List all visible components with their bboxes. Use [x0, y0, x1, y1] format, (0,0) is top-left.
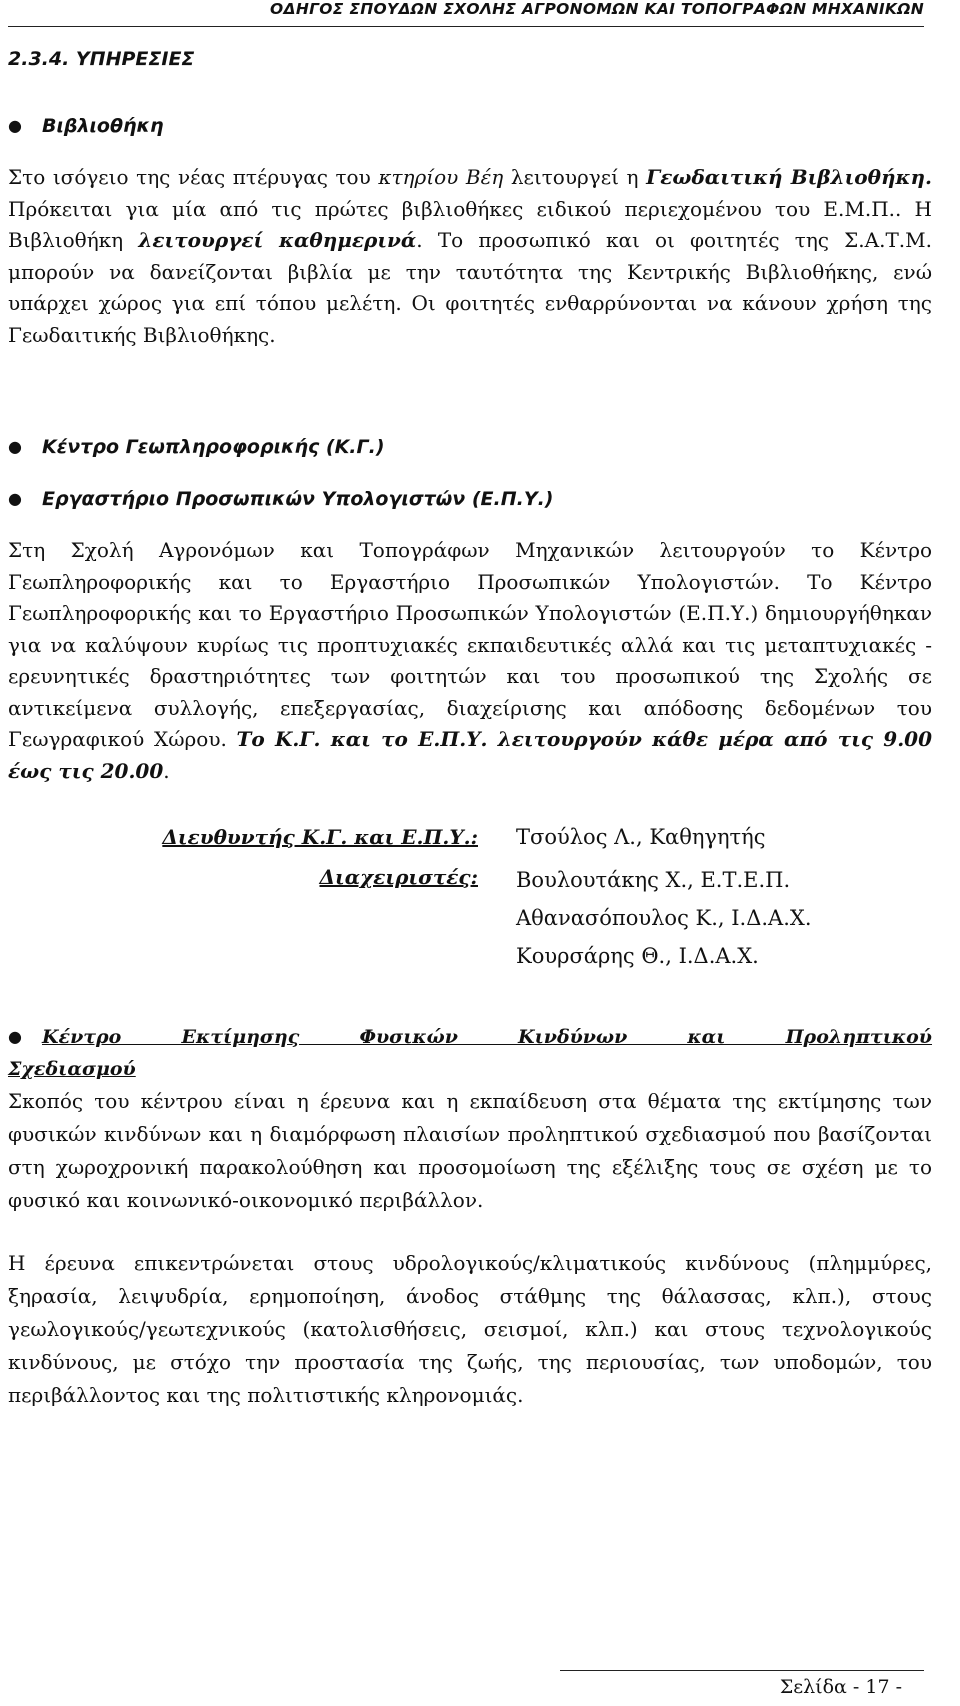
- admin-name-3: Κουρσάρης Θ., Ι.Δ.Α.Χ.: [516, 944, 759, 968]
- bullet-geoinformatics-center: [8, 431, 932, 463]
- geoinfo-period: .: [163, 758, 170, 783]
- bullet-dot-icon: ●: [8, 1027, 22, 1046]
- page-content: [8, 44, 932, 1412]
- bullet-dot-icon: ●: [8, 489, 22, 508]
- library-text-3: Πρόκειται για μία από τις πρώτες βιβλιοθήκες ειδικού περιεχομένου του Ε.Μ.Π.. Η Βιβλιοθήκη: [8, 196, 932, 252]
- running-header: [8, 0, 924, 27]
- library-text-4: . Το προσωπικό και οι φοιτητές της Σ.Α.Τ.Μ. μπορούν να δανείζονται βιβλία με την ταυτότητα της Κεντρικής Βιβλιοθήκης, ενώ υπάρχει χώρος για επί τόπου μελέτη. Οι φοιτητές ενθαρρύνονται να κάνουν χρήση της Γεωδαιτικής Βιβλιοθήκης.: [8, 228, 933, 347]
- footer-divider: [560, 1670, 924, 1671]
- bullet-hazards-center: [8, 1021, 932, 1085]
- geoinfo-paragraph: [8, 535, 932, 787]
- admin-name-2: Αθανασόπουλος Κ., Ι.Δ.Α.Χ.: [516, 906, 812, 930]
- bullet-pc-lab: [8, 483, 932, 515]
- hazards-paragraph-1: Σκοπός του κέντρου είναι η έρευνα και η εκπαίδευση στα θέματα της εκτίμησης των φυσικών κινδύνων και η διαμόρφωση πλαισίων προληπτικού σχεδιασμού που βασίζονται στη χωροχρονική παρακολούθηση και προσομοίωση της εξέλιξης τους σε σχέση με το φυσικό και κοινωνικό-οικονομικό περιβάλλον.: [8, 1089, 932, 1212]
- library-building-name: κτηρίου Βέη: [378, 165, 504, 189]
- library-hours: λειτουργεί καθημερινά: [138, 228, 417, 252]
- bullet-dot-icon: ●: [8, 437, 22, 456]
- library-text-2: λειτουργεί η: [503, 165, 647, 189]
- admin-name-1: Βουλουτάκης Χ., Ε.Τ.Ε.Π.: [516, 868, 791, 892]
- page-number: Σελίδα - 17 -: [779, 1676, 902, 1698]
- geoinfo-text: Στη Σχολή Αγρονόμων και Τοπογράφων Μηχανικών λειτουργούν το Κέντρο Γεωπληροφορικής και το Εργαστήριο Προσωπικών Υπολογιστών. Το Κέντρο Γεωπληροφορικής και το Εργαστήριο Προσωπικών Υπολογιστών (Ε.Π.Υ.) δημιουργήθηκαν για να καλύψουν κυρίως τις προπτυχιακές εκπαιδευτικές αλλά και τις μεταπτυχιακές - ερευνητικές δραστηριότητες των φοιτητών και του προσωπικού της Σχολής σε αντικείμενα συλλογής, επεξεργασίας, διαχείρισης και απόδοσης δεδομένων του Γεωγραφικού Χώρου.: [8, 538, 932, 751]
- running-header-title: ΟΔΗΓΟΣ ΣΠΟΥΔΩΝ ΣΧΟΛΗΣ ΑΓΡΟΝΟΜΩΝ ΚΑΙ ΤΟΠΟΓΡΑΦΩΝ ΜΗΧΑΝΙΚΩΝ: [270, 0, 924, 18]
- admin-label: Διαχειριστές:: [319, 865, 478, 889]
- bullet-pc-lab-label: Εργαστήριο Προσωπικών Υπολογιστών (Ε.Π.Υ.): [42, 488, 554, 510]
- library-text-1: Στο ισόγειο της νέας πτέρυγας του: [8, 165, 379, 189]
- library-paragraph: [8, 162, 932, 351]
- director-label: Διευθυντής Κ.Γ. και Ε.Π.Υ.:: [162, 825, 478, 849]
- hazards-paragraph-2: Η έρευνα επικεντρώνεται στους υδρολογικούς/κλιματικούς κινδύνους (πλημμύρες, ξηρασία, λειψυδρία, ερημοποίηση, άνοδος στάθμης της θάλασσας, κλπ.), στους γεωλογικούς/γεωτεχνικούς (κατολισθήσεις, σεισμοί, κλπ.) και στους τεχνολογικούς κινδύνους, με στόχο την προστασία της ζωής, της περιουσίας, των υποδομών, του περιβάλλοντος και της πολιτιστικής κληρονομιάς.: [8, 1251, 932, 1407]
- staff-list: [8, 825, 932, 1025]
- bullet-library: [8, 110, 932, 142]
- bullet-hazards-line-2: Σχεδιασμού: [8, 1058, 136, 1080]
- bullet-library-label: Βιβλιοθήκη: [42, 115, 164, 137]
- bullet-dot-icon: ●: [8, 116, 22, 135]
- geoinfo-hours: Το Κ.Γ. και το Ε.Π.Υ. λειτουργούν κάθε μέρα από τις 9.00 έως τις 20.00: [8, 727, 932, 783]
- director-name: Τσούλος Λ., Καθηγητής: [516, 825, 766, 849]
- bullet-hazards-line-1: Κέντρο Εκτίμησης Φυσικών Κινδύνων και Προληπτικού: [42, 1026, 932, 1048]
- section-title: 2.3.4. ΥΠΗΡΕΣΙΕΣ: [8, 48, 195, 70]
- library-name: Γεωδαιτική Βιβλιοθήκη.: [646, 165, 932, 189]
- bullet-hazards-text: [8, 1021, 932, 1085]
- bullet-geoinformatics-label: Κέντρο Γεωπληροφορικής (Κ.Γ.): [42, 436, 385, 458]
